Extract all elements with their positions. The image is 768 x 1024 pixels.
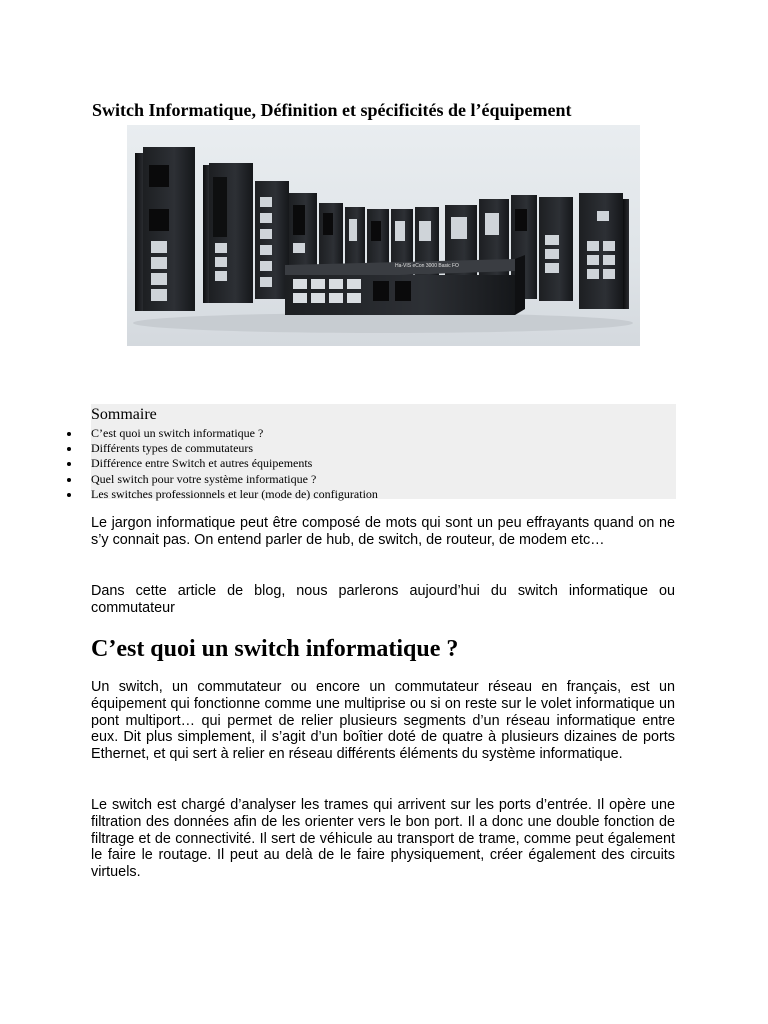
section-paragraph-1: Un switch, un commutateur ou encore un commutateur réseau en français, est un équipement qui fonctionne comme une multiprise ou si on reste sur le volet informatique un pont multiport… qui permet de relier plusieurs segments d’un réseau informatique entre eux. Dit plus simplement, il s’agit d’un boîtier doté de quatre à plusieurs dizaines de ports Ethernet, et qui sert à relier en réseau différents éléments du système informatique. — [91, 679, 675, 763]
section-heading: C’est quoi un switch informatique ? — [91, 636, 459, 662]
switch-unit-3 — [255, 181, 289, 299]
switch-unit-14 — [579, 193, 629, 309]
switch-unit-2 — [203, 163, 253, 303]
toc-item[interactable]: Quel switch pour votre système informatique ? — [91, 472, 378, 487]
intro-paragraph-2: Dans cette article de blog, nous parlerons aujourd’hui du switch informatique ou commutateur — [91, 583, 675, 616]
switch-product-photo — [127, 125, 640, 346]
toc-list — [91, 426, 378, 502]
toc-item[interactable]: Différence entre Switch et autres équipements — [91, 456, 378, 471]
front-switch-label: Ha-VIS eCon 3000 Basic FO — [395, 263, 459, 269]
table-of-contents — [91, 404, 676, 499]
switch-unit-1 — [135, 147, 195, 311]
toc-heading: Sommaire — [91, 406, 157, 423]
toc-item[interactable]: Les switches professionnels et leur (mode de) configuration — [91, 486, 378, 501]
network-switches-illustration — [127, 125, 640, 346]
page-title: Switch Informatique, Définition et spécificités de l’équipement — [92, 100, 572, 121]
toc-item[interactable]: C’est quoi un switch informatique ? — [91, 426, 378, 441]
intro-paragraph-1: Le jargon informatique peut être composé de mots qui sont un peu effrayants quand on ne s’y connait pas. On entend parler de hub, de switch, de routeur, de modem etc… — [91, 515, 675, 548]
switch-unit-13 — [539, 197, 573, 301]
section-paragraph-2: Le switch est chargé d’analyser les trames qui arrivent sur les ports d’entrée. Il opère une filtration des données afin de les orienter vers le bon port. Il a donc une double fonction de filtrage et de connectivité. Il sert de véhicule au transport de trame, comme peut également le faire le routage. Il peut au delà de le faire physiquement, créer également des circuits virtuels. — [91, 797, 675, 881]
toc-item[interactable]: Différents types de commutateurs — [91, 441, 378, 456]
